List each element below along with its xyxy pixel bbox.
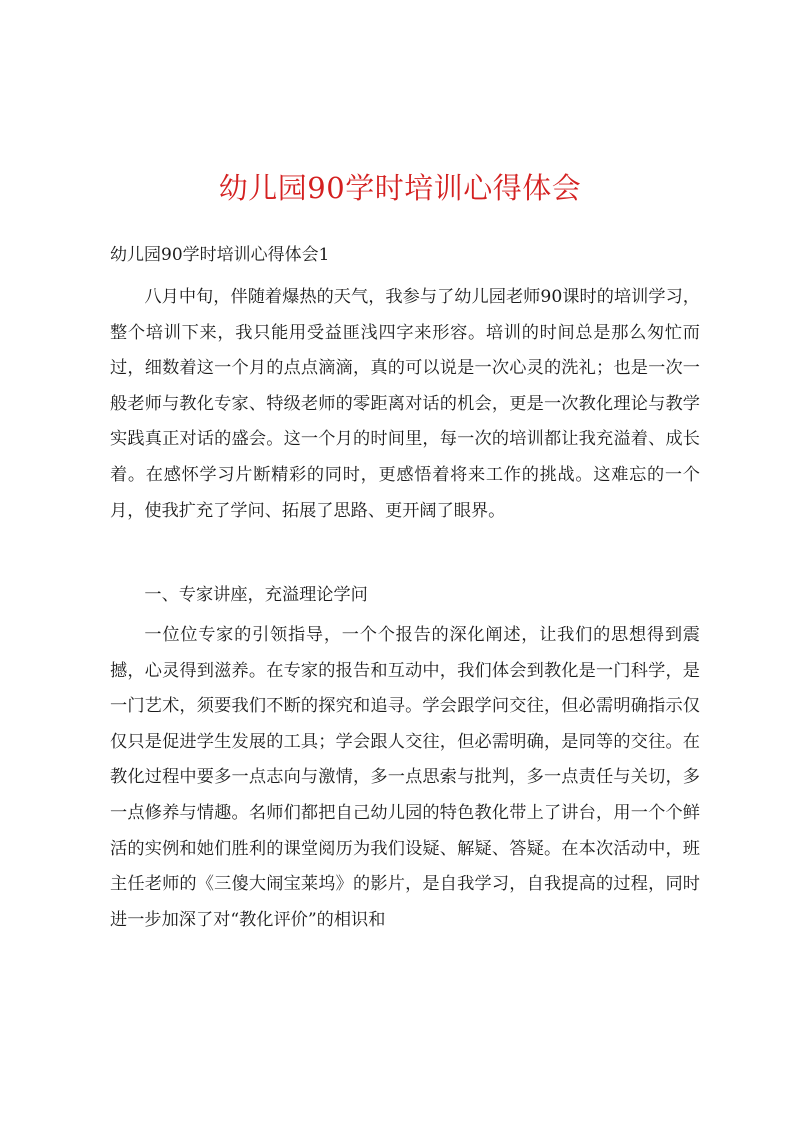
intro-paragraph: 八月中旬，伴随着爆热的天气，我参与了幼儿园老师90课时的培训学习，整个培训下来，我只能用受益匪浅四字来形容。培训的时间总是那么匆忙而过，细数着这一个月的点点滴滴，真的可以说是一次心灵的洗礼；也是一次一般老师与教化专家、特级老师的零距离对话的机会，更是一次教化理论与教学实践真正对话的盛会。这一个月的时间里，每一次的培训都让我充溢着、成长着。在感怀学习片断精彩的同时，更感悟着将来工作的挑战。这难忘的一个月，使我扩充了学问、拓展了思路、更开阔了眼界。 <box>110 287 700 521</box>
document-subheading: 幼儿园90学时培训心得体会1 <box>110 245 330 265</box>
section-paragraph-block <box>110 618 700 938</box>
section-paragraph: 一位位专家的引领指导，一个个报告的深化阐述，让我们的思想得到震撼，心灵得到滋养。在专家的报告和互动中，我们体会到教化是一门科学，是一门艺术，须要我们不断的探究和追寻。学会跟学问交往，但必需明确指示仅仅只是促进学生发展的工具；学会跟人交往，但必需明确，是同等的交往。在教化过程中要多一点志向与激情，多一点思索与批判，多一点责任与关切，多一点修养与情趣。名师们都把自己幼儿园的特色教化带上了讲台，用一个个鲜活的实例和她们胜利的课堂阅历为我们设疑、解疑、答疑。在本次活动中，班主任老师的《三傻大闹宝莱坞》的影片，是自我学习，自我提高的过程，同时进一步加深了对“教化评价”的相识和 <box>110 625 700 930</box>
intro-paragraph-block <box>110 280 700 529</box>
page-title: 幼儿园90学时培训心得体会 <box>218 171 582 205</box>
section-heading: 一、专家讲座，充溢理论学问 <box>144 585 368 605</box>
